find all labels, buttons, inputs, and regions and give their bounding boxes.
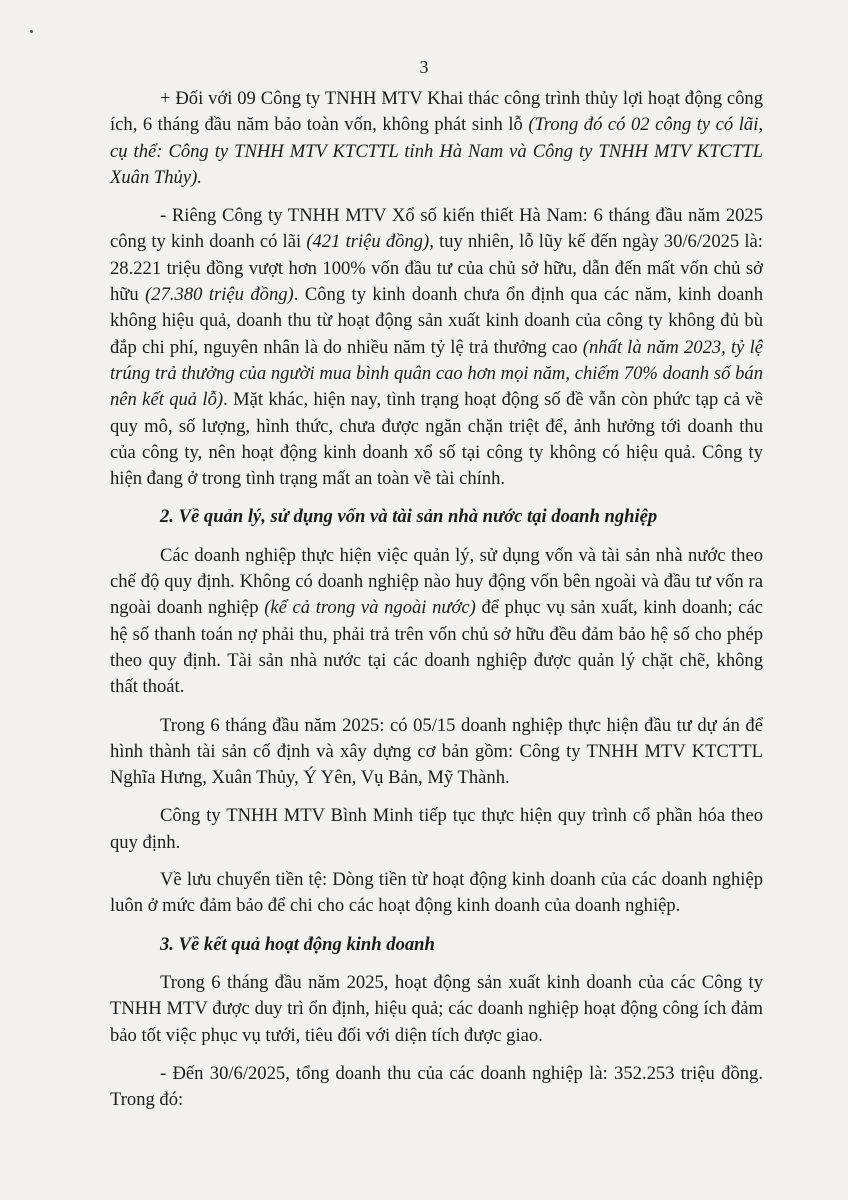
section-heading-2: 2. Về quản lý, sử dụng vốn và tài sản nhà nước tại doanh nghiệp [160, 506, 658, 528]
paragraph-cash-flow: Về lưu chuyển tiền tệ: Dòng tiền từ hoạt động kinh doanh của các doanh nghiệp luôn ở mức đảm bảo để chi cho các hoạt động kinh doanh của doanh nghiệp. [110, 869, 763, 917]
scan-speck [30, 30, 33, 33]
paragraph-lottery-company: - Riêng Công ty TNHH MTV Xổ số kiến thiết Hà Nam: 6 tháng đầu năm 2025 công ty kinh doanh có lãi (421 triệu đồng), tuy nhiên, lỗ lũy kế đến ngày 30/6/2025 là: 28.221 triệu đồng vượt hơn 100% vốn đầu tư của chủ sở hữu, dẫn đến mất vốn chủ sở hữu (27.380 triệu đồng). Công ty kinh doanh chưa ổn định qua các năm, kinh doanh không hiệu quả, doanh thu từ hoạt động sản xuất kinh doanh của công ty không đủ bù đắp chi phí, nguyên nhân là do nhiều năm tỷ lệ trả thưởng cao (nhất là năm 2023, tỷ lệ trúng trả thưởng của người mua bình quân cao hơn mọi năm, chiếm 70% doanh số bán nên kết quả lỗ). Mặt khác, hiện nay, tình trạng hoạt động số đề vẫn còn phức tạp cả về quy mô, số lượng, hình thức, chưa được ngăn chặn triệt để, ảnh hưởng tới doanh thu của công ty, nên hoạt động kinh doanh xổ số tại công ty không có hiệu quả. Công ty hiện đang ở trong tình trạng mất an toàn về tài chính. [110, 205, 763, 490]
page-number: 3 [419, 57, 429, 77]
paragraph-business-results: Trong 6 tháng đầu năm 2025, hoạt động sản xuất kinh doanh của các Công ty TNHH MTV được duy trì ổn định, hiệu quả; các doanh nghiệp hoạt động công ích đảm bảo tốt việc phục vụ tưới, tiêu đối với diện tích được giao. [110, 971, 763, 1046]
paragraph-total-revenue: - Đến 30/6/2025, tổng doanh thu của các doanh nghiệp là: 352.253 triệu đồng. Trong đó: [110, 1062, 763, 1111]
paragraph-capital-management: Các doanh nghiệp thực hiện việc quản lý, sử dụng vốn và tài sản nhà nước theo chế độ quy định. Không có doanh nghiệp nào huy động vốn bên ngoài và đầu tư vốn ra ngoài doanh nghiệp (kể cả trong và ngoài nước) để phục vụ sản xuất, kinh doanh; các hệ số thanh toán nợ phải thu, phải trả trên vốn chủ sở hữu đều đảm bảo hệ số cho phép theo quy định. Tài sản nhà nước tại các doanh nghiệp được quản lý chặt chẽ, không thất thoát. [110, 544, 763, 698]
paragraph-public-service-companies: + Đối với 09 Công ty TNHH MTV Khai thác công trình thủy lợi hoạt động công ích, 6 tháng đầu năm bảo toàn vốn, không phát sinh lỗ (Trong đó có 02 công ty có lãi, cụ thể: Công ty TNHH MTV KTCTTL tỉnh Hà Nam và Công ty TNHH MTV KTCTTL Xuân Thủy). [110, 88, 764, 188]
document-body [110, 86, 763, 1125]
paragraph-investment-projects: Trong 6 tháng đầu năm 2025: có 05/15 doanh nghiệp thực hiện đầu tư dự án để hình thành tài sản cố định và xây dựng cơ bản gồm: Công ty TNHH MTV KTCTTL Nghĩa Hưng, Xuân Thủy, Ý Yên, Vụ Bản, Mỹ Thành. [110, 714, 763, 789]
paragraph-equitization: Công ty TNHH MTV Bình Minh tiếp tục thực hiện quy trình cổ phần hóa theo quy định. [110, 805, 763, 853]
section-heading-3: 3. Về kết quả hoạt động kinh doanh [160, 933, 435, 955]
